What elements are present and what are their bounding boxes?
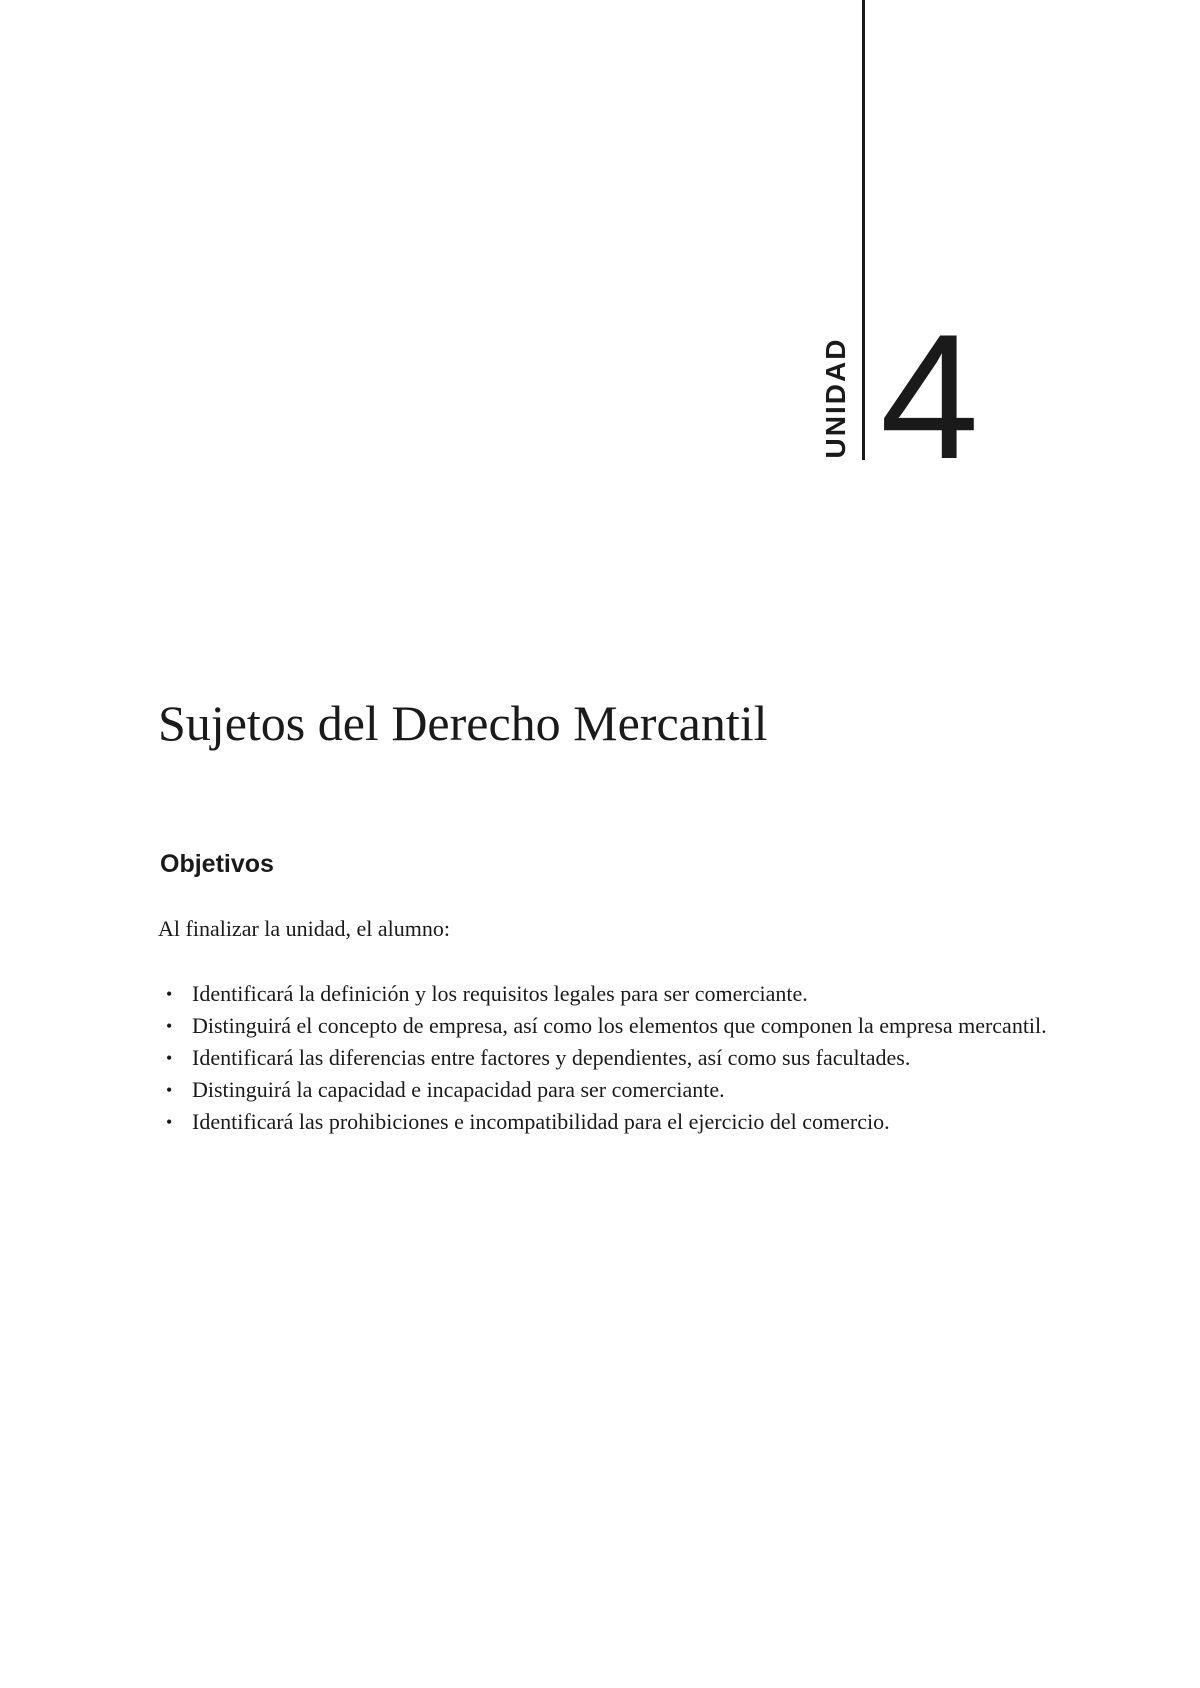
- bullet-icon: •: [166, 1048, 173, 1068]
- objective-text: Identificará las diferencias entre factores y dependientes, así como sus facultades.: [192, 1045, 911, 1070]
- unit-number: 4: [880, 297, 979, 496]
- unit-vertical-rule: [862, 0, 865, 460]
- objective-text: Identificará la definición y los requisitos legales para ser comerciante.: [192, 981, 808, 1006]
- unit-label: UNIDAD: [820, 337, 851, 459]
- objectives-heading: Objetivos: [160, 850, 274, 878]
- objective-item: [158, 978, 1053, 1010]
- objective-text: Distinguirá el concepto de empresa, así como los elementos que componen la empresa mercantil.: [192, 1013, 1047, 1038]
- objective-item: [158, 1042, 1053, 1074]
- objectives-list: [158, 978, 1053, 1138]
- objective-text: Identificará las prohibiciones e incompatibilidad para el ejercicio del comercio.: [192, 1109, 890, 1134]
- objectives-intro: Al finalizar la unidad, el alumno:: [158, 916, 451, 941]
- bullet-icon: •: [166, 1016, 173, 1036]
- objective-text: Distinguirá la capacidad e incapacidad para ser comerciante.: [192, 1077, 725, 1102]
- bullet-icon: •: [166, 1112, 173, 1132]
- objective-item: [158, 1106, 1053, 1138]
- chapter-title: Sujetos del Derecho Mercantil: [158, 695, 768, 751]
- bullet-icon: •: [166, 984, 173, 1004]
- objective-item: [158, 1074, 1053, 1106]
- bullet-icon: •: [166, 1080, 173, 1100]
- objective-item: [158, 1010, 1053, 1042]
